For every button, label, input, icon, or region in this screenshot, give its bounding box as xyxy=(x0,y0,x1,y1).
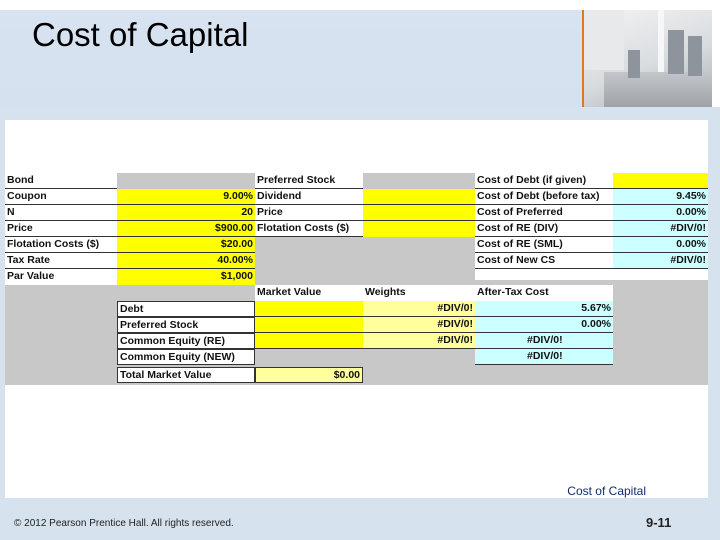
preferred-value-flotation[interactable] xyxy=(363,221,475,237)
capital-aftertax-preferred: 0.00% xyxy=(475,317,613,333)
bond-label-coupon: Coupon xyxy=(5,189,117,205)
cost-label-re-sml: Cost of RE (SML) xyxy=(475,237,613,253)
preferred-label-price: Price xyxy=(255,205,363,221)
bond-label-par-value: Par Value xyxy=(5,269,117,285)
capital-weight-preferred: #DIV/0! xyxy=(363,317,475,333)
photo-wall xyxy=(584,10,624,70)
capital-market-equity-re[interactable] xyxy=(255,333,363,349)
capital-aftertax-equity-new: #DIV/0! xyxy=(475,349,613,365)
capital-aftertax-equity-re: #DIV/0! xyxy=(475,333,613,349)
header-after-tax-cost: After-Tax Cost xyxy=(475,285,613,301)
figure-caption: Cost of Capital xyxy=(567,484,646,498)
photo-chair xyxy=(688,36,702,76)
cost-of-capital-spreadsheet xyxy=(5,173,708,385)
cost-label-preferred: Cost of Preferred xyxy=(475,205,613,221)
capital-market-preferred[interactable] xyxy=(255,317,363,333)
capital-label-equity-new: Common Equity (NEW) xyxy=(117,349,255,365)
bond-value-coupon[interactable]: 9.00% xyxy=(117,189,255,205)
capital-weight-equity-re: #DIV/0! xyxy=(363,333,475,349)
header-market-value: Market Value xyxy=(255,285,363,301)
header-weights: Weights xyxy=(363,285,475,301)
bond-value-flotation[interactable]: $20.00 xyxy=(117,237,255,253)
photo-chair xyxy=(668,30,684,74)
total-market-value-label: Total Market Value xyxy=(117,367,255,383)
bond-label-n: N xyxy=(5,205,117,221)
slide-title: Cost of Capital xyxy=(32,16,249,53)
photo-chair xyxy=(628,50,640,78)
capital-market-debt[interactable] xyxy=(255,301,363,317)
bond-value-price[interactable]: $900.00 xyxy=(117,221,255,237)
bond-label-price: Price xyxy=(5,221,117,237)
cost-label-debt-before-tax: Cost of Debt (before tax) xyxy=(475,189,613,205)
cost-value-re-div: #DIV/0! xyxy=(613,221,708,237)
cost-value-re-sml: 0.00% xyxy=(613,237,708,253)
photo-table xyxy=(604,72,712,107)
cost-value-new-cs: #DIV/0! xyxy=(613,253,708,269)
capital-aftertax-debt: 5.67% xyxy=(475,301,613,317)
capital-label-equity-re: Common Equity (RE) xyxy=(117,333,255,349)
cost-value-debt-given[interactable] xyxy=(613,173,708,189)
cost-label-debt-given: Cost of Debt (if given) xyxy=(475,173,613,189)
bond-value-n[interactable]: 20 xyxy=(117,205,255,221)
slide-number: 9-11 xyxy=(646,515,672,530)
preferred-value-price[interactable] xyxy=(363,205,475,221)
copyright-notice: © 2012 Pearson Prentice Hall. All rights reserved. xyxy=(14,518,234,529)
bond-label-flotation: Flotation Costs ($) xyxy=(5,237,117,253)
preferred-value-dividend[interactable] xyxy=(363,189,475,205)
bond-label-tax-rate: Tax Rate xyxy=(5,253,117,269)
capital-label-debt: Debt xyxy=(117,301,255,317)
bond-value-tax-rate[interactable]: 40.00% xyxy=(117,253,255,269)
cost-value-preferred: 0.00% xyxy=(613,205,708,221)
capital-weight-debt: #DIV/0! xyxy=(363,301,475,317)
embedded-spreadsheet-area xyxy=(5,120,708,498)
preferred-header-spacer xyxy=(363,173,475,189)
cost-label-new-cs: Cost of New CS xyxy=(475,253,613,269)
cost-label-re-div: Cost of RE (DIV) xyxy=(475,221,613,237)
preferred-label-dividend: Dividend xyxy=(255,189,363,205)
capital-label-preferred: Preferred Stock xyxy=(117,317,255,333)
header-band xyxy=(0,0,720,107)
preferred-header: Preferred Stock xyxy=(255,173,363,189)
preferred-label-flotation: Flotation Costs ($) xyxy=(255,221,363,237)
total-market-value: $0.00 xyxy=(255,367,363,383)
conference-room-photo xyxy=(582,10,712,107)
bond-value-par-value[interactable]: $1,000 xyxy=(117,269,255,285)
slide-content xyxy=(0,107,720,540)
bond-header: Bond xyxy=(5,173,117,189)
cost-value-debt-before-tax: 9.45% xyxy=(613,189,708,205)
